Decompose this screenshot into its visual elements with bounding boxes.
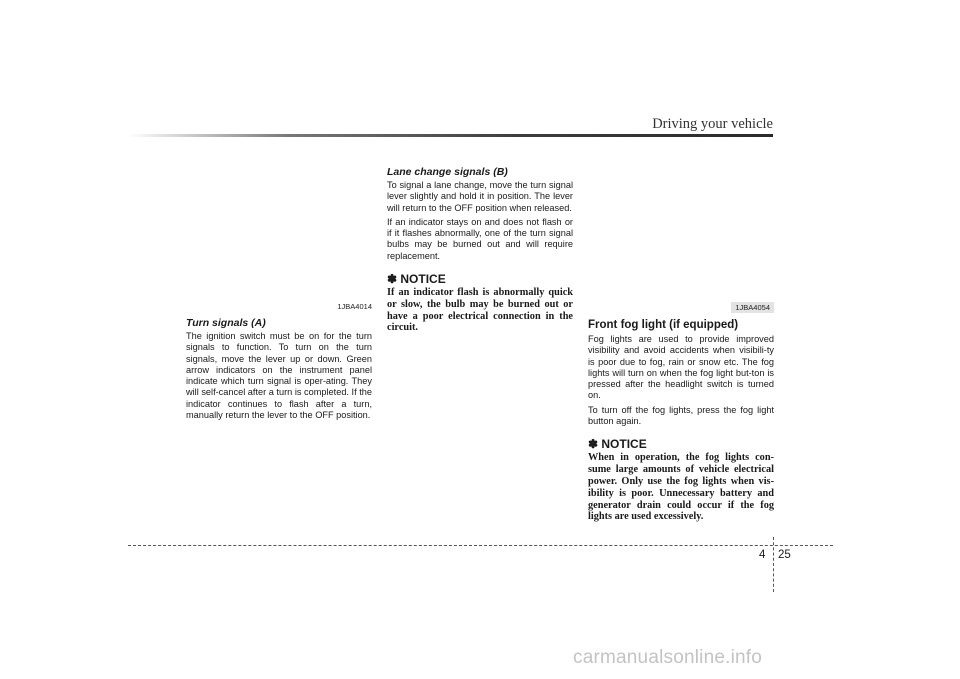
figure-label: 1JBA4014 [337, 302, 372, 311]
column-turn-signals [186, 302, 372, 424]
footer-divider [128, 545, 833, 546]
footer-page-divider [773, 537, 774, 592]
section-title: Driving your vehicle [652, 116, 773, 132]
fog-light-paragraph-2: To turn off the fog lights, press the fog light button again. [588, 404, 774, 427]
notice-text: If an indicator flash is abnormally quick or slow, the bulb may be burned out or have a poor electrical connection in the circuit. [387, 287, 573, 334]
fog-light-paragraph-1: Fog lights are used to provide improved visibility and avoid accidents when visibili-ty is poor due to fog, rain or snow etc. The fog lights will turn on when the fog light but-ton is pressed after the headlight switch is turned on. [588, 334, 774, 401]
column-lane-change [387, 166, 573, 334]
lane-change-paragraph-2: If an indicator stays on and does not flash or if it flashes abnormally, one of the turn signal bulbs may be burned out and will require replacement. [387, 216, 573, 261]
notice-title: ✽ NOTICE [588, 437, 647, 452]
notice-title: ✽ NOTICE [387, 272, 446, 287]
chapter-number: 4 [759, 549, 766, 561]
figure-label: 1JBA4054 [731, 302, 774, 313]
column-fog-light [588, 302, 774, 523]
notice-text: When in operation, the fog lights con-sume large amounts of vehicle electrical power. Only use the fog lights when vis-ibility is poor. Unnecessary battery and generator drain could occur if the fog lights are used excessively. [588, 452, 774, 523]
turn-signals-subheading: Turn signals (A) [186, 317, 266, 329]
page-number: 25 [778, 549, 791, 561]
turn-signals-paragraph: The ignition switch must be on for the turn signals to function. To turn on the turn signals, move the lever up or down. Green arrow indicators on the instrument panel indicate which turn signal is oper-ating. They will self-cancel after a turn is completed. If the indicator continues to flash after a turn, manually return the lever to the OFF position. [186, 331, 372, 421]
watermark: carmanualsonline.info [573, 647, 763, 668]
figure-label-row [588, 302, 774, 313]
lane-change-paragraph-1: To signal a lane change, move the turn signal lever slightly and hold it in position. The lever will return to the OFF position when released. [387, 180, 573, 213]
header-divider [128, 134, 773, 137]
lane-change-subheading: Lane change signals (B) [387, 166, 508, 178]
fog-light-heading: Front fog light (if equipped) [588, 319, 739, 331]
